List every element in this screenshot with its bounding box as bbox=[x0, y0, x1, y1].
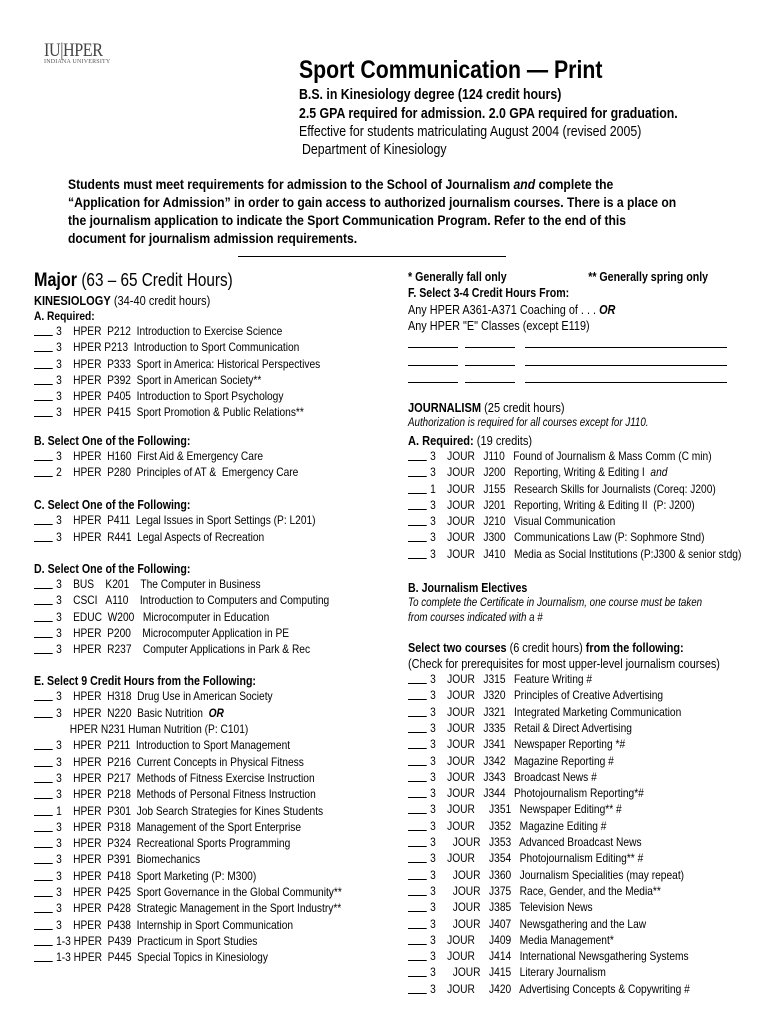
checkoff-blank[interactable] bbox=[408, 802, 427, 814]
blank-credit-field[interactable] bbox=[408, 382, 458, 383]
course-text: 3 HPER H318 Drug Use in American Society bbox=[56, 689, 273, 704]
course-text: 3 BUS K201 The Computer in Business bbox=[56, 576, 261, 591]
list-item bbox=[408, 448, 741, 464]
course-text: 3 JOUR J407 Newsgathering and the Law bbox=[430, 916, 647, 931]
blank-course-field[interactable] bbox=[465, 365, 515, 366]
intro-and: and bbox=[513, 177, 536, 193]
list-item bbox=[34, 705, 342, 721]
kinesiology-credits: (34-40 credit hours) bbox=[110, 293, 211, 308]
course-text: 3 JOUR J354 Photojournalism Editing** # bbox=[430, 851, 644, 866]
journalism-b-note-2: from courses indicated with a # bbox=[408, 612, 543, 625]
list-item bbox=[408, 916, 741, 932]
list-item bbox=[34, 625, 342, 641]
course-text: 3 HPER R441 Legal Aspects of Recreation bbox=[56, 529, 265, 544]
list-item bbox=[408, 497, 741, 513]
course-text: 3 HPER P200 Microcomputer Application in PE bbox=[56, 625, 290, 640]
checkoff-blank[interactable] bbox=[34, 852, 53, 864]
checkoff-blank[interactable] bbox=[34, 357, 53, 369]
course-text: 3 JOUR J385 Television News bbox=[430, 900, 593, 915]
list-item bbox=[408, 932, 741, 948]
list-item bbox=[34, 464, 342, 480]
list-item bbox=[408, 704, 741, 720]
blank-title-field[interactable] bbox=[525, 347, 727, 348]
course-text: 3 HPER P216 Current Concepts in Physical Fitness bbox=[56, 754, 304, 769]
checkoff-blank[interactable] bbox=[408, 754, 427, 766]
course-text: 1-3 HPER P439 Practicum in Sport Studies bbox=[56, 933, 258, 948]
course-text: 3 JOUR J343 Broadcast News # bbox=[430, 769, 597, 784]
list-item bbox=[34, 356, 342, 372]
journalism-a-heading bbox=[408, 433, 741, 448]
list-item bbox=[34, 688, 342, 704]
section-b-heading: B. Select One of the Following: bbox=[34, 433, 191, 448]
list-item bbox=[34, 737, 342, 753]
checkoff-blank[interactable] bbox=[34, 389, 53, 401]
checkoff-blank[interactable] bbox=[408, 721, 427, 733]
checkoff-blank[interactable] bbox=[408, 884, 427, 896]
list-item bbox=[34, 641, 342, 657]
checkoff-blank[interactable] bbox=[34, 513, 53, 525]
left-column bbox=[34, 270, 342, 966]
course-text: 3 JOUR J110 Found of Journalism & Mass Comm (C min) bbox=[430, 449, 712, 463]
list-item bbox=[34, 372, 342, 388]
jour-a-label: A. Required: bbox=[408, 433, 474, 448]
checkoff-blank[interactable] bbox=[34, 610, 53, 622]
right-column bbox=[408, 270, 709, 333]
course-text: 3 JOUR J414 International Newsgathering Systems bbox=[430, 949, 689, 964]
blank-course-field[interactable] bbox=[465, 382, 515, 383]
course-text: 3 JOUR J200 Reporting, Writing & Editing I bbox=[430, 465, 651, 480]
blank-title-field[interactable] bbox=[525, 365, 727, 366]
course-text: 3 HPER P392 Sport in American Society** bbox=[56, 372, 262, 387]
checkoff-blank[interactable] bbox=[34, 373, 53, 385]
blank-credit-field[interactable] bbox=[408, 365, 458, 366]
checkoff-blank[interactable] bbox=[34, 934, 53, 946]
checkoff-blank[interactable] bbox=[408, 770, 427, 782]
checkoff-blank[interactable] bbox=[34, 836, 53, 848]
course-text: 3 JOUR J353 Advanced Broadcast News bbox=[430, 835, 642, 850]
course-text: 3 HPER P428 Strategic Management in the Sport Industry** bbox=[56, 901, 342, 916]
journalism-b-note-1: To complete the Certificate in Journalism, one course must be taken bbox=[408, 597, 703, 610]
checkoff-blank[interactable] bbox=[408, 965, 427, 977]
checkoff-blank[interactable] bbox=[34, 901, 53, 913]
select-two-from: from the following: bbox=[585, 640, 684, 656]
list-item bbox=[34, 576, 342, 592]
checkoff-blank[interactable] bbox=[34, 642, 53, 654]
checkoff-blank[interactable] bbox=[34, 577, 53, 589]
course-text: 3 JOUR J300 Communications Law (P: Sophmore Stnd) bbox=[430, 530, 705, 545]
list-item bbox=[34, 592, 342, 608]
course-text: 3 HPER P425 Sport Governance in the Global Community** bbox=[56, 885, 342, 900]
section-d-list bbox=[34, 576, 342, 657]
course-text: 3 JOUR J315 Feature Writing # bbox=[430, 672, 593, 687]
checkoff-blank[interactable] bbox=[408, 530, 427, 542]
course-text: 3 JOUR J352 Magazine Editing # bbox=[430, 818, 607, 833]
major-credits: (63 – 65 Credit Hours) bbox=[77, 270, 233, 290]
list-item bbox=[34, 900, 342, 916]
course-text: 3 HPER P405 Introduction to Sport Psychology bbox=[56, 389, 284, 404]
list-item bbox=[34, 835, 342, 851]
department-line: Department of Kinesiology bbox=[302, 142, 447, 158]
checkoff-blank[interactable] bbox=[34, 918, 53, 930]
checkoff-blank[interactable] bbox=[408, 900, 427, 912]
select-two-credits: (6 credit hours) bbox=[506, 640, 586, 656]
list-item bbox=[34, 884, 342, 900]
section-a-list bbox=[34, 323, 342, 421]
checkoff-blank[interactable] bbox=[408, 819, 427, 831]
logo-subtitle: INDIANA UNIVERSITY bbox=[44, 59, 111, 65]
checkoff-blank[interactable] bbox=[34, 449, 53, 461]
f-or: OR bbox=[599, 302, 616, 317]
major-word: Major bbox=[34, 270, 78, 291]
checkoff-blank[interactable] bbox=[408, 851, 427, 863]
list-item bbox=[34, 786, 342, 802]
list-item bbox=[408, 964, 741, 980]
course-text: 3 CSCI A110 Introduction to Computers and Computing bbox=[56, 593, 330, 608]
checkoff-blank[interactable] bbox=[408, 737, 427, 749]
course-text: 3 JOUR J341 Newspaper Reporting *# bbox=[430, 737, 626, 752]
list-item bbox=[408, 867, 741, 883]
course-text: HPER N231 Human Nutrition (P: C101) bbox=[69, 722, 249, 737]
checkoff-blank[interactable] bbox=[34, 820, 53, 832]
list-item bbox=[408, 464, 741, 480]
checkoff-blank[interactable] bbox=[408, 465, 427, 477]
list-item bbox=[408, 753, 741, 769]
checkoff-blank[interactable] bbox=[408, 949, 427, 961]
course-text: 3 JOUR J201 Reporting, Writing & Editing II (P: J200) bbox=[430, 497, 695, 512]
course-text: 2 HPER P280 Principles of AT & Emergency Care bbox=[56, 465, 299, 480]
list-item bbox=[408, 981, 741, 997]
checkoff-blank[interactable] bbox=[34, 771, 53, 783]
blank-course-field[interactable] bbox=[465, 347, 515, 348]
journalism-note: Authorization is required for all courses except for J110. bbox=[408, 417, 649, 429]
checkoff-blank[interactable] bbox=[408, 917, 427, 929]
course-text: 3 HPER P213 Introduction to Sport Communication bbox=[56, 340, 300, 355]
course-text: 3 HPER P218 Methods of Personal Fitness Instruction bbox=[56, 787, 316, 802]
course-text: 3 HPER P411 Legal Issues in Sport Settings (P: L201) bbox=[56, 513, 316, 528]
checkoff-blank[interactable] bbox=[34, 324, 53, 336]
checkoff-blank[interactable] bbox=[408, 688, 427, 700]
course-text: 1-3 HPER P445 Special Topics in Kinesiology bbox=[56, 950, 268, 965]
checkoff-blank[interactable] bbox=[408, 514, 427, 526]
prereq-note: (Check for prerequisites for most upper-level journalism courses) bbox=[408, 656, 720, 672]
kinesiology-heading bbox=[34, 293, 342, 308]
course-text: 3 HPER P324 Recreational Sports Programming bbox=[56, 836, 291, 851]
course-text: 3 HPER P391 Biomechanics bbox=[56, 852, 201, 867]
course-text: 3 JOUR J351 Newspaper Editing** # bbox=[430, 802, 622, 817]
select-two-heading bbox=[408, 640, 741, 655]
checkoff-blank[interactable] bbox=[34, 593, 53, 605]
and-label: and bbox=[650, 465, 668, 480]
gpa-line: 2.5 GPA required for admission. 2.0 GPA required for graduation. bbox=[299, 106, 678, 122]
course-text: 3 HPER H160 First Aid & Emergency Care bbox=[56, 448, 264, 463]
list-item bbox=[408, 671, 741, 687]
section-e-heading: E. Select 9 Credit Hours from the Following: bbox=[34, 674, 256, 689]
select-two-bold: Select two courses bbox=[408, 640, 507, 656]
list-item bbox=[408, 769, 741, 785]
list-item bbox=[34, 949, 342, 965]
course-text: 3 HPER N220 Basic Nutrition bbox=[56, 705, 209, 720]
intro-text-1: Students must meet requirements for admission to the School of Journalism bbox=[68, 177, 514, 193]
checkoff-blank[interactable] bbox=[408, 982, 427, 994]
checkoff-blank[interactable] bbox=[34, 738, 53, 750]
list-item bbox=[408, 529, 741, 545]
list-item bbox=[34, 754, 342, 770]
section-c-heading: C. Select One of the Following: bbox=[34, 498, 191, 513]
section-f-heading: F. Select 3-4 Credit Hours From: bbox=[408, 286, 570, 300]
list-item bbox=[408, 513, 741, 529]
journalism-heading bbox=[408, 400, 741, 415]
course-text: 3 JOUR J415 Literary Journalism bbox=[430, 965, 606, 980]
or-label: OR bbox=[208, 705, 224, 720]
course-text: 3 EDUC W200 Microcomputer in Education bbox=[56, 609, 270, 624]
course-text: 3 HPER P211 Introduction to Sport Management bbox=[56, 738, 291, 753]
degree-line: B.S. in Kinesiology degree (124 credit hours) bbox=[299, 87, 562, 103]
blank-credit-field[interactable] bbox=[408, 347, 458, 348]
checkoff-blank[interactable] bbox=[408, 933, 427, 945]
course-text: 1 JOUR J155 Research Skills for Journalists (Coreq: J200) bbox=[430, 481, 716, 496]
legend bbox=[408, 270, 709, 284]
effective-line: Effective for students matriculating August 2004 (revised 2005) bbox=[299, 124, 642, 140]
kinesiology-label: KINESIOLOGY bbox=[34, 293, 111, 308]
section-f-option-1 bbox=[408, 302, 615, 317]
blank-title-field[interactable] bbox=[525, 382, 727, 383]
checkoff-blank[interactable] bbox=[34, 706, 53, 718]
list-item bbox=[34, 388, 342, 404]
checkoff-blank[interactable] bbox=[34, 885, 53, 897]
course-text: 3 JOUR J342 Magazine Reporting # bbox=[430, 753, 614, 768]
checkoff-blank[interactable] bbox=[34, 465, 53, 477]
list-item bbox=[34, 721, 342, 737]
checkoff-blank[interactable] bbox=[408, 547, 427, 559]
list-item bbox=[408, 801, 741, 817]
checkoff-blank[interactable] bbox=[408, 705, 427, 717]
section-d-heading: D. Select One of the Following: bbox=[34, 561, 191, 576]
checkoff-blank[interactable] bbox=[34, 530, 53, 542]
major-heading bbox=[34, 270, 342, 292]
list-item bbox=[408, 481, 741, 497]
list-item bbox=[34, 917, 342, 933]
course-text: 3 JOUR J410 Media as Social Institutions (P:J300 & senior stdg) bbox=[430, 546, 742, 561]
list-item bbox=[408, 785, 741, 801]
course-text: 3 JOUR J321 Integrated Marketing Communication bbox=[430, 704, 682, 719]
checkoff-blank[interactable] bbox=[34, 340, 53, 352]
list-item bbox=[34, 323, 342, 339]
journalism-b-list bbox=[408, 671, 741, 997]
section-c-list bbox=[34, 512, 342, 545]
course-text: 3 JOUR J335 Retail & Direct Advertising bbox=[430, 720, 632, 735]
course-text: 3 HPER P415 Sport Promotion & Public Relations** bbox=[56, 405, 304, 420]
course-text: 3 HPER P438 Internship in Sport Communication bbox=[56, 917, 294, 932]
checkoff-blank[interactable] bbox=[34, 626, 53, 638]
list-item bbox=[34, 819, 342, 835]
section-f-option-2: Any HPER "E" Classes (except E119) bbox=[408, 318, 590, 333]
checkoff-blank[interactable] bbox=[34, 755, 53, 767]
list-item bbox=[34, 868, 342, 884]
course-text: 3 JOUR J210 Visual Communication bbox=[430, 514, 616, 529]
course-text: 3 HPER P333 Sport in America: Historical Perspectives bbox=[56, 356, 321, 371]
legend-fall: * Generally fall only bbox=[408, 270, 507, 284]
list-item bbox=[408, 736, 741, 752]
list-item bbox=[408, 546, 741, 562]
list-item bbox=[34, 770, 342, 786]
list-item bbox=[408, 720, 741, 736]
list-item bbox=[34, 803, 342, 819]
f-option-text: Any HPER A361-A371 Coaching of . . . bbox=[408, 302, 600, 317]
checkoff-blank[interactable] bbox=[408, 786, 427, 798]
course-text: 3 JOUR J320 Principles of Creative Advertising bbox=[430, 688, 664, 703]
course-text: 3 HPER P217 Methods of Fitness Exercise Instruction bbox=[56, 770, 315, 785]
course-text: 3 HPER P212 Introduction to Exercise Science bbox=[56, 324, 283, 338]
list-item bbox=[34, 609, 342, 625]
jour-a-credits: (19 credits) bbox=[473, 433, 533, 448]
checkoff-blank[interactable] bbox=[34, 950, 53, 962]
checkoff-blank[interactable] bbox=[408, 498, 427, 510]
list-item bbox=[34, 529, 342, 545]
journalism-column bbox=[408, 400, 741, 997]
journalism-credits: (25 credit hours) bbox=[481, 400, 565, 415]
course-text: 3 JOUR J409 Media Management* bbox=[430, 932, 614, 947]
checkoff-blank[interactable] bbox=[408, 482, 427, 494]
checkoff-blank[interactable] bbox=[408, 868, 427, 880]
checkoff-blank[interactable] bbox=[408, 835, 427, 847]
list-item bbox=[34, 404, 342, 420]
checkoff-blank[interactable] bbox=[34, 869, 53, 881]
iu-hper-logo bbox=[44, 40, 113, 65]
course-text: 3 HPER R237 Computer Applications in Park & Rec bbox=[56, 642, 311, 657]
journalism-b-heading: B. Journalism Electives bbox=[408, 581, 528, 596]
list-item bbox=[408, 850, 741, 866]
page-title: Sport Communication — Print bbox=[299, 56, 603, 84]
checkoff-blank[interactable] bbox=[34, 804, 53, 816]
section-b-list bbox=[34, 448, 342, 481]
list-item bbox=[408, 818, 741, 834]
course-text: 3 JOUR J420 Advertising Concepts & Copywriting # bbox=[430, 981, 690, 996]
section-e-list-2 bbox=[34, 737, 342, 965]
journalism-a-list bbox=[408, 448, 741, 562]
checkoff-blank[interactable] bbox=[34, 689, 53, 701]
course-text: 1 HPER P301 Job Search Strategies for Kines Students bbox=[56, 803, 324, 818]
list-item bbox=[408, 899, 741, 915]
list-item bbox=[408, 834, 741, 850]
section-a-heading: A. Required: bbox=[34, 309, 95, 323]
journalism-label: JOURNALISM bbox=[408, 400, 482, 415]
course-text: 3 JOUR J375 Race, Gender, and the Media** bbox=[430, 883, 661, 898]
divider bbox=[238, 256, 506, 257]
course-text: 3 JOUR J360 Journalism Specialities (may repeat) bbox=[430, 867, 685, 882]
intro-text-2: complete the “Application for Admission” in order to gain access to authorized journalism courses. There is a place on the journalism application to indicate the Sport Communication Program. Refer to the end of this document for journalism admission requirements. bbox=[68, 177, 677, 247]
course-text: 3 JOUR J344 Photojournalism Reporting*# bbox=[430, 786, 644, 801]
checkoff-blank[interactable] bbox=[34, 787, 53, 799]
checkoff-blank[interactable] bbox=[408, 672, 427, 684]
list-item bbox=[408, 687, 741, 703]
list-item bbox=[408, 948, 741, 964]
checkoff-blank[interactable] bbox=[408, 449, 427, 461]
checkoff-blank[interactable] bbox=[34, 405, 53, 417]
section-e-list-1 bbox=[34, 688, 342, 721]
logo-wordmark: IU|HPER bbox=[44, 40, 103, 61]
course-text: 3 HPER P418 Sport Marketing (P: M300) bbox=[56, 868, 257, 883]
list-item bbox=[34, 851, 342, 867]
list-item bbox=[34, 339, 342, 355]
list-item bbox=[408, 883, 741, 899]
list-item bbox=[34, 933, 342, 949]
course-text: 3 HPER P318 Management of the Sport Enterprise bbox=[56, 819, 302, 834]
list-item bbox=[34, 448, 342, 464]
list-item bbox=[34, 512, 342, 528]
admission-intro bbox=[68, 176, 684, 248]
legend-spring: ** Generally spring only bbox=[588, 270, 709, 284]
